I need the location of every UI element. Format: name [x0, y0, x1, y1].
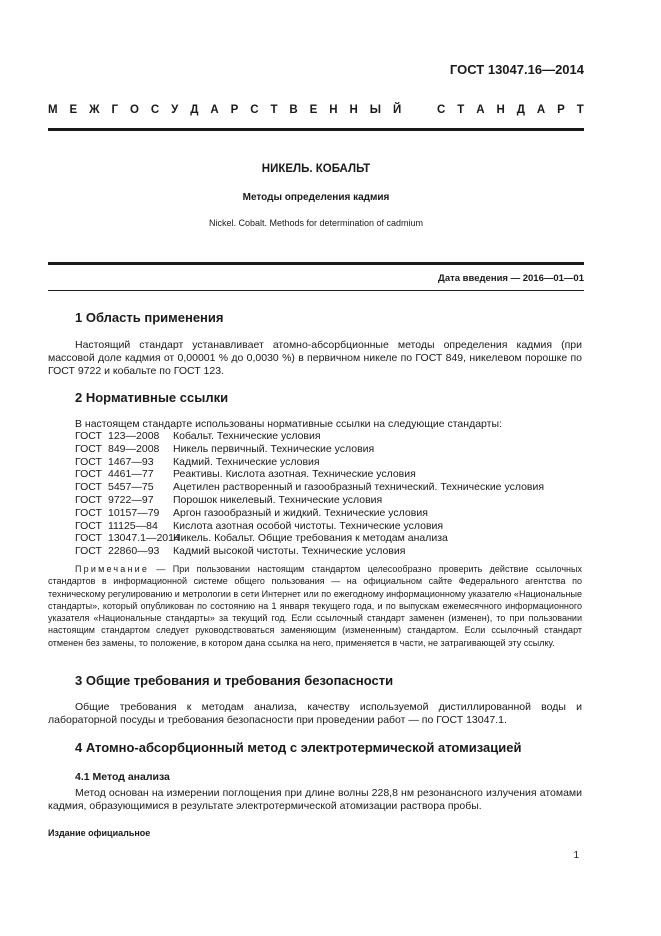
- banner-letter: О: [129, 104, 139, 116]
- banner-letter: Р: [557, 104, 565, 116]
- reference-number: 5457—75: [108, 481, 154, 494]
- document-title-english: Nickel. Cobalt. Methods for determination of cadmium: [208, 218, 424, 228]
- banner-letter: Н: [349, 104, 358, 116]
- reference-title: Кобальт. Технические условия: [173, 430, 321, 442]
- references-note: [48, 563, 582, 649]
- interstate-standard-banner: [48, 104, 584, 116]
- reference-item: [75, 430, 544, 443]
- document-title: НИКЕЛЬ. КОБАЛЬТ: [261, 163, 371, 175]
- reference-prefix: ГОСТ: [75, 481, 102, 494]
- title-rule: [48, 262, 584, 265]
- reference-title: Никель первичный. Технические условия: [173, 442, 375, 455]
- reference-item: [75, 545, 544, 558]
- reference-item: [75, 481, 544, 494]
- banner-letter: Г: [111, 104, 119, 116]
- reference-prefix: ГОСТ: [75, 493, 102, 506]
- reference-prefix: ГОСТ: [75, 442, 102, 455]
- banner-letter: Т: [270, 104, 278, 116]
- banner-letter: Т: [576, 104, 584, 116]
- banner-letter: Е: [309, 104, 318, 116]
- introduction-date: Дата введения — 2016—01—01: [438, 273, 584, 284]
- banner-letter: У: [171, 104, 179, 116]
- section-3-heading: 3 Общие требования и требования безопасности: [75, 673, 394, 688]
- reference-item: [75, 468, 544, 481]
- reference-number: 1467—93: [108, 455, 154, 468]
- reference-title: Кадмий. Технические условия: [173, 455, 320, 468]
- reference-item: [75, 443, 544, 456]
- banner-letter: С: [150, 104, 160, 116]
- reference-number: 22860—93: [108, 545, 160, 558]
- note-label: Примечание: [75, 564, 150, 574]
- banner-letter: А: [476, 104, 485, 116]
- banner-letter: Ы: [369, 104, 382, 116]
- reference-number: 9722—97: [108, 493, 154, 506]
- reference-number: 13047.1—2014: [108, 532, 180, 545]
- reference-number: 4461—77: [108, 468, 154, 481]
- reference-number: 11125—84: [108, 519, 158, 532]
- reference-title: Порошок никелевый. Технические условия: [173, 493, 383, 506]
- banner-letter: В: [289, 104, 298, 116]
- reference-item: [75, 494, 544, 507]
- section-4-1-heading: 4.1 Метод анализа: [75, 771, 170, 783]
- banner-letter: Н: [496, 104, 505, 116]
- reference-title: Никель. Кобальт. Общие требования к методам анализа: [173, 532, 448, 545]
- reference-title: Ацетилен растворенный и газообразный технический. Технические условия: [173, 481, 545, 494]
- banner-letter: Т: [457, 104, 465, 116]
- reference-title: Кислота азотная особой чистоты. Технические условия: [173, 519, 444, 532]
- reference-item: [75, 520, 544, 533]
- banner-letter: Р: [230, 104, 239, 116]
- references-list: [75, 430, 544, 558]
- reference-prefix: ГОСТ: [75, 430, 102, 442]
- banner-letter: А: [210, 104, 219, 116]
- section-2-heading: 2 Нормативные ссылки: [75, 390, 229, 405]
- banner-letter: М: [48, 104, 58, 116]
- reference-item: [75, 532, 544, 545]
- document-code: ГОСТ 13047.16—2014: [449, 62, 584, 77]
- document-subtitle: Методы определения кадмия: [242, 192, 390, 203]
- banner-letter: Д: [190, 104, 199, 116]
- reference-title: Аргон газообразный и жидкий. Технические условия: [173, 506, 428, 519]
- section-3-text: Общие требования к методам анализа, качеству используемой дистиллированной воды и лабораторной посуды и требования безопасности при проведении работ — по ГОСТ 13047.1.: [48, 701, 582, 726]
- reference-item: [75, 456, 544, 469]
- reference-prefix: ГОСТ: [75, 545, 102, 558]
- reference-number: 10157—79: [108, 506, 160, 519]
- edition-label: Издание официальное: [48, 828, 151, 838]
- note-text: — При пользовании настоящим стандартом целесообразно проверить действие ссылочных стандартов в информационной системе общего пользования — на официальном сайте Федерального агентства по техническому регулированию и метрологии в сети Интернет или по ежегодному информационному указателю «Национальные стандарты», который опубликован по состоянию на 1 января текущего года, и по выпускам ежемесячного информационного указателя «Национальные стандарты» за текущий год. Если ссылочный стандарт заменен (изменен), то при пользовании настоящим стандартом следует руководствоваться заменяющим (измененным) стандартом. Если ссылочный стандарт отменен без замены, то положение, в котором дана ссылка на него, применяется в части, не затрагивающей эту ссылку.: [48, 564, 582, 648]
- reference-title: Кадмий высокой чистоты. Технические условия: [173, 545, 406, 558]
- section-4-heading: 4 Атомно-абсорбционный метод с электротермической атомизацией: [75, 740, 522, 755]
- banner-letter: С: [250, 104, 259, 116]
- page-number: 1: [573, 850, 579, 861]
- reference-title: Реактивы. Кислота азотная. Технические условия: [173, 468, 416, 481]
- reference-item: [75, 507, 544, 520]
- banner-letter: Е: [69, 104, 78, 116]
- reference-prefix: ГОСТ: [75, 519, 102, 532]
- reference-prefix: ГОСТ: [75, 455, 102, 468]
- banner-letter: Д: [516, 104, 525, 116]
- reference-prefix: ГОСТ: [75, 532, 102, 545]
- banner-letter: Н: [329, 104, 338, 116]
- references-intro: В настоящем стандарте использованы нормативные ссылки на следующие стандарты:: [75, 418, 502, 430]
- section-4-1-text: Метод основан на измерении поглощения при длине волны 228,8 нм резонансного излучения атомами кадмия, образующимися в результате электротермической атомизации раствора пробы.: [48, 787, 582, 812]
- reference-number: 123—2008: [108, 430, 160, 442]
- banner-letter: Й: [392, 104, 402, 116]
- header-rule: [48, 128, 584, 131]
- reference-prefix: ГОСТ: [75, 506, 102, 519]
- banner-letter: С: [437, 104, 446, 116]
- reference-number: 849—2008: [108, 442, 160, 455]
- section-1-text: Настоящий стандарт устанавливает атомно-абсорбционные методы определения кадмия (при массовой доле кадмия от 0,00001 % до 0,0030 %) в первичном никеле по ГОСТ 849, никелевом порошке по ГОСТ 9722 и кобальте по ГОСТ 123.: [48, 339, 582, 377]
- banner-letter: Ж: [89, 104, 100, 116]
- section-1-heading: 1 Область применения: [75, 310, 224, 325]
- banner-letter: А: [536, 104, 546, 116]
- reference-prefix: ГОСТ: [75, 468, 102, 481]
- date-rule: [48, 290, 584, 291]
